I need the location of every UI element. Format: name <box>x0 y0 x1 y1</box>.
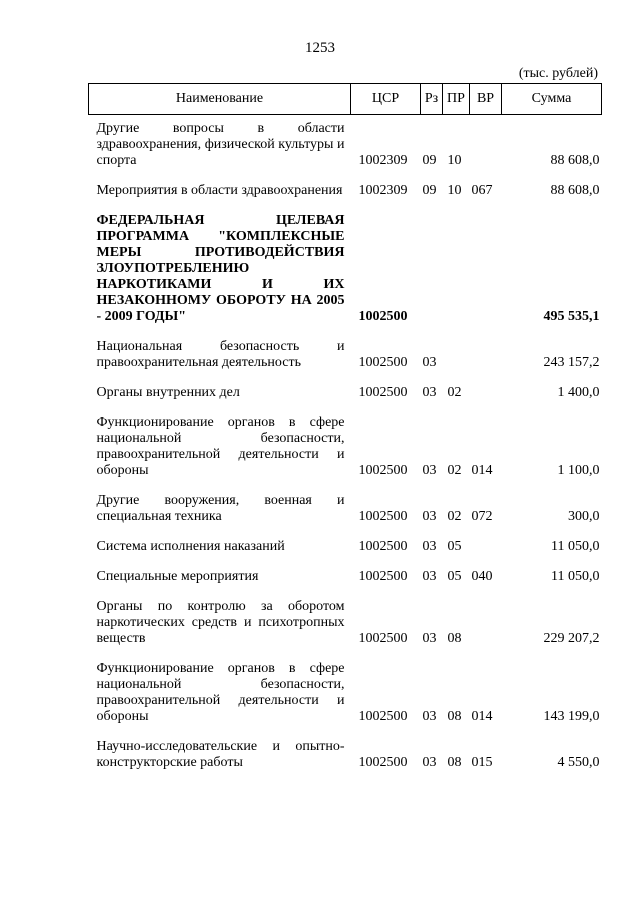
table-row <box>89 339 602 371</box>
header-name: Наименование <box>89 84 351 115</box>
cell-csr: 1002500 <box>358 755 408 770</box>
spacer-cell <box>89 325 602 339</box>
row-spacer <box>89 555 602 569</box>
cell-pr: 02 <box>447 385 462 400</box>
cell-sum: 11 050,0 <box>551 539 600 554</box>
cell-sum: 88 608,0 <box>550 153 600 168</box>
cell-sum: 1 100,0 <box>557 463 600 478</box>
spacer-cell <box>89 525 602 539</box>
spacer-cell <box>89 169 602 183</box>
table-row <box>89 121 602 169</box>
cell-name: Специальные мероприятия <box>96 569 259 584</box>
cell-vr: 014 <box>471 463 493 478</box>
cell-pr <box>443 339 470 371</box>
cell-name: Функционирование органов в сфере национальной безопасности, правоохранительной деятельности и обороны <box>96 661 345 724</box>
cell-pr: 08 <box>447 631 462 646</box>
cell-rz: 03 <box>422 355 437 370</box>
row-spacer <box>89 525 602 539</box>
cell-vr: 014 <box>471 709 493 724</box>
cell-rz: 09 <box>422 183 437 198</box>
cell-sum: 143 199,0 <box>543 709 600 724</box>
units-label: (тыс. рублей) <box>518 66 598 81</box>
row-spacer <box>89 199 602 213</box>
cell-rz: 09 <box>422 153 437 168</box>
page-number: 1253 <box>305 40 335 56</box>
spacer-cell <box>89 725 602 739</box>
spacer-cell <box>89 371 602 385</box>
cell-pr <box>443 213 470 325</box>
header-vr: ВР <box>470 84 502 115</box>
cell-csr: 1002309 <box>358 183 408 198</box>
cell-name: Научно-исследовательские и опытно-конструкторские работы <box>96 739 345 770</box>
table-row <box>89 599 602 647</box>
cell-csr: 1002500 <box>358 569 408 584</box>
table-row <box>89 739 602 771</box>
cell-sum: 495 535,1 <box>543 309 600 324</box>
cell-csr: 1002500 <box>358 463 408 478</box>
row-spacer <box>89 401 602 415</box>
table-row <box>89 213 602 325</box>
cell-csr: 1002500 <box>358 539 408 554</box>
header-pr: ПР <box>443 84 470 115</box>
cell-pr: 02 <box>447 463 462 478</box>
cell-rz: 03 <box>422 631 437 646</box>
cell-vr <box>470 539 502 555</box>
cell-rz: 03 <box>422 755 437 770</box>
cell-csr: 1002500 <box>358 355 408 370</box>
cell-vr: 072 <box>471 509 493 524</box>
cell-sum: 88 608,0 <box>550 183 600 198</box>
cell-vr <box>470 339 502 371</box>
cell-rz <box>421 213 443 325</box>
cell-name: Другие вооружения, военная и специальная техника <box>96 493 345 524</box>
cell-pr: 05 <box>447 539 462 554</box>
table-row <box>89 385 602 401</box>
cell-sum: 4 550,0 <box>557 755 600 770</box>
table-body <box>89 115 602 772</box>
cell-pr: 08 <box>447 755 462 770</box>
cell-csr: 1002500 <box>358 509 408 524</box>
cell-rz: 03 <box>422 385 437 400</box>
table-header <box>89 84 602 115</box>
cell-vr <box>470 385 502 401</box>
table-row <box>89 415 602 479</box>
header-sum: Сумма <box>502 84 602 115</box>
cell-name: Органы по контролю за оборотом наркотических средств и психотропных веществ <box>96 599 345 646</box>
cell-rz: 03 <box>422 509 437 524</box>
table-row <box>89 539 602 555</box>
header-csr: ЦСР <box>351 84 421 115</box>
spacer-cell <box>89 479 602 493</box>
cell-pr: 10 <box>447 183 462 198</box>
cell-pr: 10 <box>447 153 462 168</box>
header-rz: Рз <box>421 84 443 115</box>
row-spacer <box>89 585 602 599</box>
table-row <box>89 183 602 199</box>
cell-sum: 243 157,2 <box>543 355 600 370</box>
cell-name: ФЕДЕРАЛЬНАЯ ЦЕЛЕВАЯ ПРОГРАММА "КОМПЛЕКСНЫЕ МЕРЫ ПРОТИВОДЕЙСТВИЯ ЗЛОУПОТРЕБЛЕНИЮ НАРКОТИКАМИ И ИХ НЕЗАКОННОМУ ОБОРОТУ НА 2005 - 2009 ГОДЫ" <box>96 213 345 324</box>
cell-vr <box>470 213 502 325</box>
row-spacer <box>89 479 602 493</box>
cell-csr: 1002500 <box>358 385 408 400</box>
cell-rz: 03 <box>422 463 437 478</box>
cell-rz: 03 <box>422 539 437 554</box>
cell-name: Другие вопросы в области здравоохранения, физической культуры и спорта <box>96 121 345 168</box>
cell-csr: 1002309 <box>358 153 408 168</box>
spacer-cell <box>89 585 602 599</box>
cell-sum: 229 207,2 <box>543 631 600 646</box>
budget-table <box>88 83 602 771</box>
row-spacer <box>89 325 602 339</box>
cell-vr <box>470 121 502 169</box>
cell-sum: 300,0 <box>568 509 600 524</box>
row-spacer <box>89 647 602 661</box>
spacer-cell <box>89 199 602 213</box>
cell-csr: 1002500 <box>358 631 408 646</box>
row-spacer <box>89 725 602 739</box>
cell-name: Функционирование органов в сфере национальной безопасности, правоохранительной деятельности и обороны <box>96 415 345 478</box>
cell-name: Национальная безопасность и правоохранительная деятельность <box>96 339 345 370</box>
cell-pr: 05 <box>447 569 462 584</box>
cell-vr: 040 <box>471 569 493 584</box>
table-row <box>89 569 602 585</box>
cell-vr: 015 <box>471 755 493 770</box>
cell-sum: 11 050,0 <box>551 569 600 584</box>
cell-csr: 1002500 <box>358 309 408 324</box>
cell-rz: 03 <box>422 569 437 584</box>
cell-name: Система исполнения наказаний <box>96 539 285 554</box>
row-spacer <box>89 371 602 385</box>
cell-name: Органы внутренних дел <box>96 385 240 400</box>
table-row <box>89 661 602 725</box>
cell-rz: 03 <box>422 709 437 724</box>
spacer-cell <box>89 647 602 661</box>
cell-csr: 1002500 <box>358 709 408 724</box>
table-row <box>89 493 602 525</box>
cell-vr: 067 <box>471 183 493 198</box>
cell-vr <box>470 599 502 647</box>
cell-sum: 1 400,0 <box>557 385 600 400</box>
cell-name: Мероприятия в области здравоохранения <box>96 183 343 198</box>
spacer-cell <box>89 555 602 569</box>
cell-pr: 02 <box>447 509 462 524</box>
cell-pr: 08 <box>447 709 462 724</box>
row-spacer <box>89 169 602 183</box>
spacer-cell <box>89 401 602 415</box>
